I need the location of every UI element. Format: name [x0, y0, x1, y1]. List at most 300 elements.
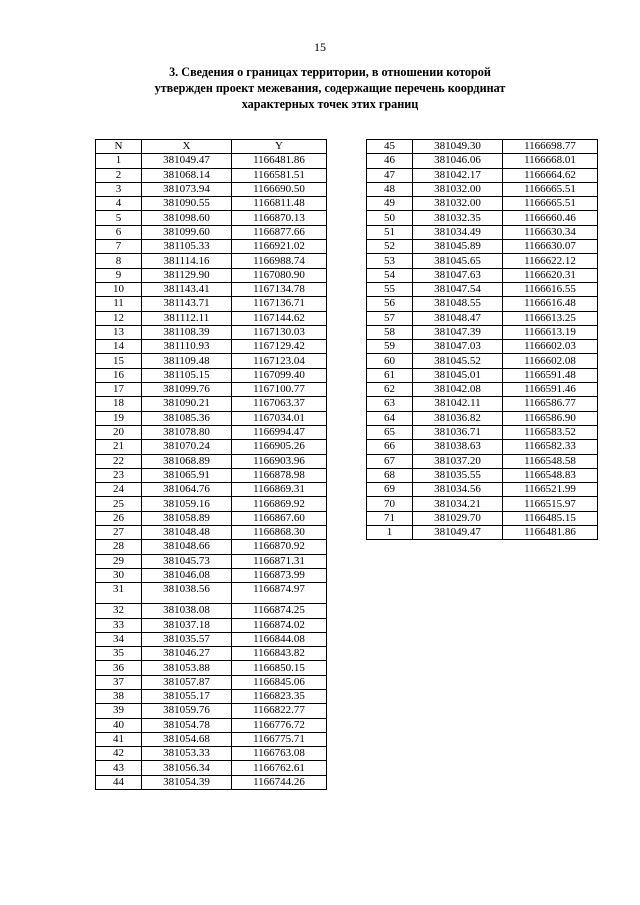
cell-n: 26	[96, 511, 142, 525]
cell-n: 67	[367, 454, 413, 468]
cell-x: 381045.01	[413, 368, 503, 382]
cell-x: 381114.16	[142, 254, 232, 268]
cell-x: 381047.39	[413, 325, 503, 339]
table-row	[96, 425, 327, 439]
cell-x: 381038.63	[413, 440, 503, 454]
cell-n: 42	[96, 747, 142, 761]
table-row	[96, 761, 327, 775]
heading-line-3: характерных точек этих границ	[241, 97, 419, 111]
cell-y: 1166878.98	[232, 468, 327, 482]
cell-y: 1166776.72	[232, 718, 327, 732]
cell-n: 69	[367, 483, 413, 497]
cell-n: 33	[96, 618, 142, 632]
cell-x: 381054.39	[142, 775, 232, 789]
cell-x: 381046.06	[413, 154, 503, 168]
table-row	[367, 411, 598, 425]
cell-y: 1166845.06	[232, 675, 327, 689]
cell-y: 1166850.15	[232, 661, 327, 675]
cell-n: 14	[96, 340, 142, 354]
cell-x: 381038.08	[142, 604, 232, 618]
cell-y: 1166873.99	[232, 568, 327, 582]
cell-n: 22	[96, 454, 142, 468]
table-row	[96, 154, 327, 168]
cell-y: 1166665.51	[503, 182, 598, 196]
cell-x: 381143.71	[142, 297, 232, 311]
cell-y: 1167129.42	[232, 340, 327, 354]
table-row	[367, 340, 598, 354]
table-row	[367, 211, 598, 225]
cell-y: 1166485.15	[503, 511, 598, 525]
cell-x: 381042.17	[413, 168, 503, 182]
cell-x: 381035.55	[413, 468, 503, 482]
cell-x: 381099.60	[142, 225, 232, 239]
cell-y: 1166515.97	[503, 497, 598, 511]
cell-x: 381054.78	[142, 718, 232, 732]
cell-x: 381105.15	[142, 368, 232, 382]
cell-n: 71	[367, 511, 413, 525]
cell-x: 381064.76	[142, 483, 232, 497]
table-row	[367, 311, 598, 325]
cell-x: 381108.39	[142, 325, 232, 339]
cell-n: 63	[367, 397, 413, 411]
table-row	[96, 468, 327, 482]
cell-y: 1166664.62	[503, 168, 598, 182]
cell-n: 21	[96, 440, 142, 454]
cell-n: 60	[367, 354, 413, 368]
cell-n: 38	[96, 689, 142, 703]
cell-x: 381048.48	[142, 526, 232, 540]
cell-n: 30	[96, 568, 142, 582]
cell-n: 66	[367, 440, 413, 454]
cell-x: 381047.63	[413, 268, 503, 282]
cell-n: 8	[96, 254, 142, 268]
cell-n: 1	[96, 154, 142, 168]
table-row	[367, 483, 598, 497]
cell-y: 1167130.03	[232, 325, 327, 339]
cell-x: 381049.47	[413, 526, 503, 540]
cell-n: 27	[96, 526, 142, 540]
cell-x: 381045.73	[142, 554, 232, 568]
cell-y: 1167144.62	[232, 311, 327, 325]
cell-n: 51	[367, 225, 413, 239]
cell-n: 32	[96, 604, 142, 618]
cell-n: 45	[367, 140, 413, 154]
cell-n: 57	[367, 311, 413, 325]
cell-y: 1166602.03	[503, 340, 598, 354]
cell-n: 70	[367, 497, 413, 511]
cell-x: 381048.47	[413, 311, 503, 325]
header-x: X	[142, 140, 232, 154]
cell-y: 1166744.26	[232, 775, 327, 789]
cell-n: 17	[96, 383, 142, 397]
cell-x: 381042.11	[413, 397, 503, 411]
cell-n: 36	[96, 661, 142, 675]
table-row	[96, 397, 327, 411]
cell-n: 23	[96, 468, 142, 482]
table-row	[367, 154, 598, 168]
cell-y: 1166548.83	[503, 468, 598, 482]
cell-n: 46	[367, 154, 413, 168]
table-row	[367, 325, 598, 339]
cell-x: 381110.93	[142, 340, 232, 354]
cell-y: 1166822.77	[232, 704, 327, 718]
cell-x: 381068.14	[142, 168, 232, 182]
cell-y: 1166763.08	[232, 747, 327, 761]
table-row	[96, 661, 327, 675]
cell-x: 381045.89	[413, 240, 503, 254]
cell-y: 1167100.77	[232, 383, 327, 397]
cell-x: 381032.00	[413, 182, 503, 196]
table-row	[96, 340, 327, 354]
cell-n: 37	[96, 675, 142, 689]
cell-n: 2	[96, 168, 142, 182]
table-row	[367, 168, 598, 182]
cell-x: 381099.76	[142, 383, 232, 397]
cell-y: 1166870.92	[232, 540, 327, 554]
cell-x: 381112.11	[142, 311, 232, 325]
cell-y: 1166988.74	[232, 254, 327, 268]
cell-y: 1166602.08	[503, 354, 598, 368]
cell-x: 381085.36	[142, 411, 232, 425]
table-row	[96, 497, 327, 511]
cell-x: 381045.52	[413, 354, 503, 368]
cell-y: 1166581.51	[232, 168, 327, 182]
cell-x: 381056.34	[142, 761, 232, 775]
table-row	[96, 732, 327, 746]
table-row	[96, 325, 327, 339]
cell-n: 65	[367, 425, 413, 439]
cell-y: 1166586.90	[503, 411, 598, 425]
cell-n: 10	[96, 282, 142, 296]
heading-line-2: утвержден проект межевания, содержащие перечень координат	[154, 81, 506, 95]
cell-y: 1166811.48	[232, 197, 327, 211]
cell-x: 381058.89	[142, 511, 232, 525]
cell-n: 4	[96, 197, 142, 211]
cell-x: 381073.94	[142, 182, 232, 196]
cell-n: 43	[96, 761, 142, 775]
cell-x: 381059.16	[142, 497, 232, 511]
cell-x: 381047.54	[413, 282, 503, 296]
cell-y: 1167099.40	[232, 368, 327, 382]
cell-y: 1166870.13	[232, 211, 327, 225]
coordinates-table-left	[95, 139, 327, 790]
table-row	[367, 454, 598, 468]
cell-y: 1166668.01	[503, 154, 598, 168]
table-body-right	[367, 140, 598, 540]
cell-x: 381143.41	[142, 282, 232, 296]
cell-n: 59	[367, 340, 413, 354]
cell-n: 13	[96, 325, 142, 339]
cell-n: 55	[367, 282, 413, 296]
table-row	[367, 297, 598, 311]
cell-y: 1166481.86	[503, 526, 598, 540]
cell-n: 29	[96, 554, 142, 568]
cell-x: 381055.17	[142, 689, 232, 703]
table-row	[367, 468, 598, 482]
table-row	[367, 526, 598, 540]
table-row	[367, 268, 598, 282]
cell-x: 381046.27	[142, 647, 232, 661]
cell-n: 18	[96, 397, 142, 411]
cell-y: 1166665.51	[503, 197, 598, 211]
cell-y: 1166698.77	[503, 140, 598, 154]
cell-y: 1166874.25	[232, 604, 327, 618]
cell-n: 44	[96, 775, 142, 789]
cell-y: 1166874.02	[232, 618, 327, 632]
cell-n: 58	[367, 325, 413, 339]
table-row	[96, 483, 327, 497]
cell-n: 25	[96, 497, 142, 511]
table-row	[96, 211, 327, 225]
cell-y: 1166613.25	[503, 311, 598, 325]
cell-x: 381054.68	[142, 732, 232, 746]
cell-n: 68	[367, 468, 413, 482]
table-row	[96, 383, 327, 397]
cell-y: 1166622.12	[503, 254, 598, 268]
cell-y: 1166586.77	[503, 397, 598, 411]
cell-y: 1166921.02	[232, 240, 327, 254]
cell-y: 1166868.30	[232, 526, 327, 540]
table-row	[96, 454, 327, 468]
table-row	[367, 282, 598, 296]
cell-y: 1166869.31	[232, 483, 327, 497]
cell-x: 381090.55	[142, 197, 232, 211]
cell-y: 1166905.26	[232, 440, 327, 454]
cell-x: 381065.91	[142, 468, 232, 482]
cell-x: 381053.33	[142, 747, 232, 761]
cell-y: 1166844.08	[232, 632, 327, 646]
page-number: 15	[314, 40, 326, 54]
cell-n: 6	[96, 225, 142, 239]
heading-line-1: 3. Сведения о границах территории, в отношении которой	[169, 65, 491, 79]
table-row	[367, 197, 598, 211]
table-row	[96, 240, 327, 254]
cell-x: 381059.76	[142, 704, 232, 718]
table-row	[367, 397, 598, 411]
cell-y: 1166775.71	[232, 732, 327, 746]
table-row	[367, 354, 598, 368]
cell-y: 1166481.86	[232, 154, 327, 168]
table-row	[96, 440, 327, 454]
cell-y: 1166630.07	[503, 240, 598, 254]
table-row	[367, 383, 598, 397]
cell-n: 20	[96, 425, 142, 439]
table-row	[367, 511, 598, 525]
cell-n: 11	[96, 297, 142, 311]
cell-x: 381048.66	[142, 540, 232, 554]
cell-y: 1166583.52	[503, 425, 598, 439]
cell-x: 381034.49	[413, 225, 503, 239]
table-row	[96, 282, 327, 296]
cell-n: 1	[367, 526, 413, 540]
cell-x: 381049.30	[413, 140, 503, 154]
cell-y: 1166613.19	[503, 325, 598, 339]
cell-y: 1166591.48	[503, 368, 598, 382]
table-body-left	[96, 154, 327, 790]
cell-y: 1166994.47	[232, 425, 327, 439]
cell-n: 19	[96, 411, 142, 425]
cell-x: 381098.60	[142, 211, 232, 225]
cell-x: 381036.82	[413, 411, 503, 425]
table-row	[96, 511, 327, 525]
cell-y: 1166874.97	[232, 583, 327, 604]
cell-x: 381109.48	[142, 354, 232, 368]
table-row	[96, 704, 327, 718]
header-n: N	[96, 140, 142, 154]
cell-n: 49	[367, 197, 413, 211]
table-row	[96, 268, 327, 282]
cell-y: 1166548.58	[503, 454, 598, 468]
cell-y: 1167034.01	[232, 411, 327, 425]
cell-y: 1166869.92	[232, 497, 327, 511]
cell-n: 16	[96, 368, 142, 382]
cell-y: 1166762.61	[232, 761, 327, 775]
table-row	[367, 182, 598, 196]
cell-y: 1167063.37	[232, 397, 327, 411]
table-row	[96, 568, 327, 582]
cell-y: 1167134.78	[232, 282, 327, 296]
cell-n: 52	[367, 240, 413, 254]
table-row	[96, 254, 327, 268]
cell-n: 40	[96, 718, 142, 732]
cell-y: 1166582.33	[503, 440, 598, 454]
table-row	[96, 647, 327, 661]
coordinates-table-right	[366, 139, 598, 540]
cell-n: 41	[96, 732, 142, 746]
cell-n: 35	[96, 647, 142, 661]
cell-x: 381047.03	[413, 340, 503, 354]
cell-n: 64	[367, 411, 413, 425]
cell-n: 53	[367, 254, 413, 268]
table-row	[367, 140, 598, 154]
cell-n: 54	[367, 268, 413, 282]
table-row	[367, 425, 598, 439]
cell-x: 381034.56	[413, 483, 503, 497]
cell-x: 381048.55	[413, 297, 503, 311]
cell-n: 62	[367, 383, 413, 397]
cell-y: 1166660.46	[503, 211, 598, 225]
cell-y: 1167123.04	[232, 354, 327, 368]
table-row	[96, 526, 327, 540]
cell-n: 24	[96, 483, 142, 497]
cell-x: 381034.21	[413, 497, 503, 511]
cell-n: 12	[96, 311, 142, 325]
cell-y: 1166903.96	[232, 454, 327, 468]
table-row	[96, 311, 327, 325]
cell-n: 56	[367, 297, 413, 311]
table-row	[96, 632, 327, 646]
table-row	[367, 240, 598, 254]
table-row	[96, 182, 327, 196]
cell-x: 381057.87	[142, 675, 232, 689]
cell-x: 381049.47	[142, 154, 232, 168]
cell-y: 1166616.55	[503, 282, 598, 296]
cell-n: 5	[96, 211, 142, 225]
cell-x: 381037.18	[142, 618, 232, 632]
cell-x: 381045.65	[413, 254, 503, 268]
cell-y: 1166877.66	[232, 225, 327, 239]
cell-x: 381032.00	[413, 197, 503, 211]
table-row	[367, 225, 598, 239]
table-header-row	[96, 140, 327, 154]
table-row	[96, 675, 327, 689]
cell-n: 28	[96, 540, 142, 554]
table-row	[96, 354, 327, 368]
table-row	[96, 297, 327, 311]
cell-n: 48	[367, 182, 413, 196]
cell-x: 381129.90	[142, 268, 232, 282]
table-row	[96, 368, 327, 382]
cell-y: 1166521.99	[503, 483, 598, 497]
cell-y: 1167080.90	[232, 268, 327, 282]
cell-x: 381105.33	[142, 240, 232, 254]
cell-n: 7	[96, 240, 142, 254]
table-row	[367, 440, 598, 454]
cell-x: 381036.71	[413, 425, 503, 439]
cell-n: 61	[367, 368, 413, 382]
cell-x: 381070.24	[142, 440, 232, 454]
cell-x: 381046.08	[142, 568, 232, 582]
cell-y: 1166620.31	[503, 268, 598, 282]
cell-x: 381078.80	[142, 425, 232, 439]
table-row	[96, 554, 327, 568]
table-row	[367, 368, 598, 382]
cell-x: 381038.56	[142, 583, 232, 604]
cell-x: 381068.89	[142, 454, 232, 468]
table-row	[367, 254, 598, 268]
table-row	[96, 411, 327, 425]
table-row	[96, 618, 327, 632]
table-row	[96, 718, 327, 732]
cell-n: 31	[96, 583, 142, 604]
cell-n: 39	[96, 704, 142, 718]
table-row	[96, 583, 327, 604]
table-row	[96, 168, 327, 182]
cell-y: 1166630.34	[503, 225, 598, 239]
cell-n: 50	[367, 211, 413, 225]
cell-n: 3	[96, 182, 142, 196]
cell-x: 381037.20	[413, 454, 503, 468]
cell-n: 47	[367, 168, 413, 182]
cell-x: 381042.08	[413, 383, 503, 397]
table-row	[96, 775, 327, 789]
cell-y: 1166616.48	[503, 297, 598, 311]
cell-n: 34	[96, 632, 142, 646]
cell-y: 1166843.82	[232, 647, 327, 661]
cell-x: 381053.88	[142, 661, 232, 675]
table-row	[96, 540, 327, 554]
table-row	[367, 497, 598, 511]
cell-x: 381032.35	[413, 211, 503, 225]
cell-y: 1166823.35	[232, 689, 327, 703]
table-row	[96, 689, 327, 703]
table-row	[96, 225, 327, 239]
cell-n: 15	[96, 354, 142, 368]
section-heading	[90, 64, 570, 112]
cell-y: 1166591.46	[503, 383, 598, 397]
table-row	[96, 604, 327, 618]
cell-x: 381035.57	[142, 632, 232, 646]
header-y: Y	[232, 140, 327, 154]
table-row	[96, 197, 327, 211]
table-row	[96, 747, 327, 761]
cell-y: 1166871.31	[232, 554, 327, 568]
cell-y: 1166867.60	[232, 511, 327, 525]
cell-y: 1167136.71	[232, 297, 327, 311]
cell-n: 9	[96, 268, 142, 282]
cell-x: 381090.21	[142, 397, 232, 411]
cell-x: 381029.70	[413, 511, 503, 525]
